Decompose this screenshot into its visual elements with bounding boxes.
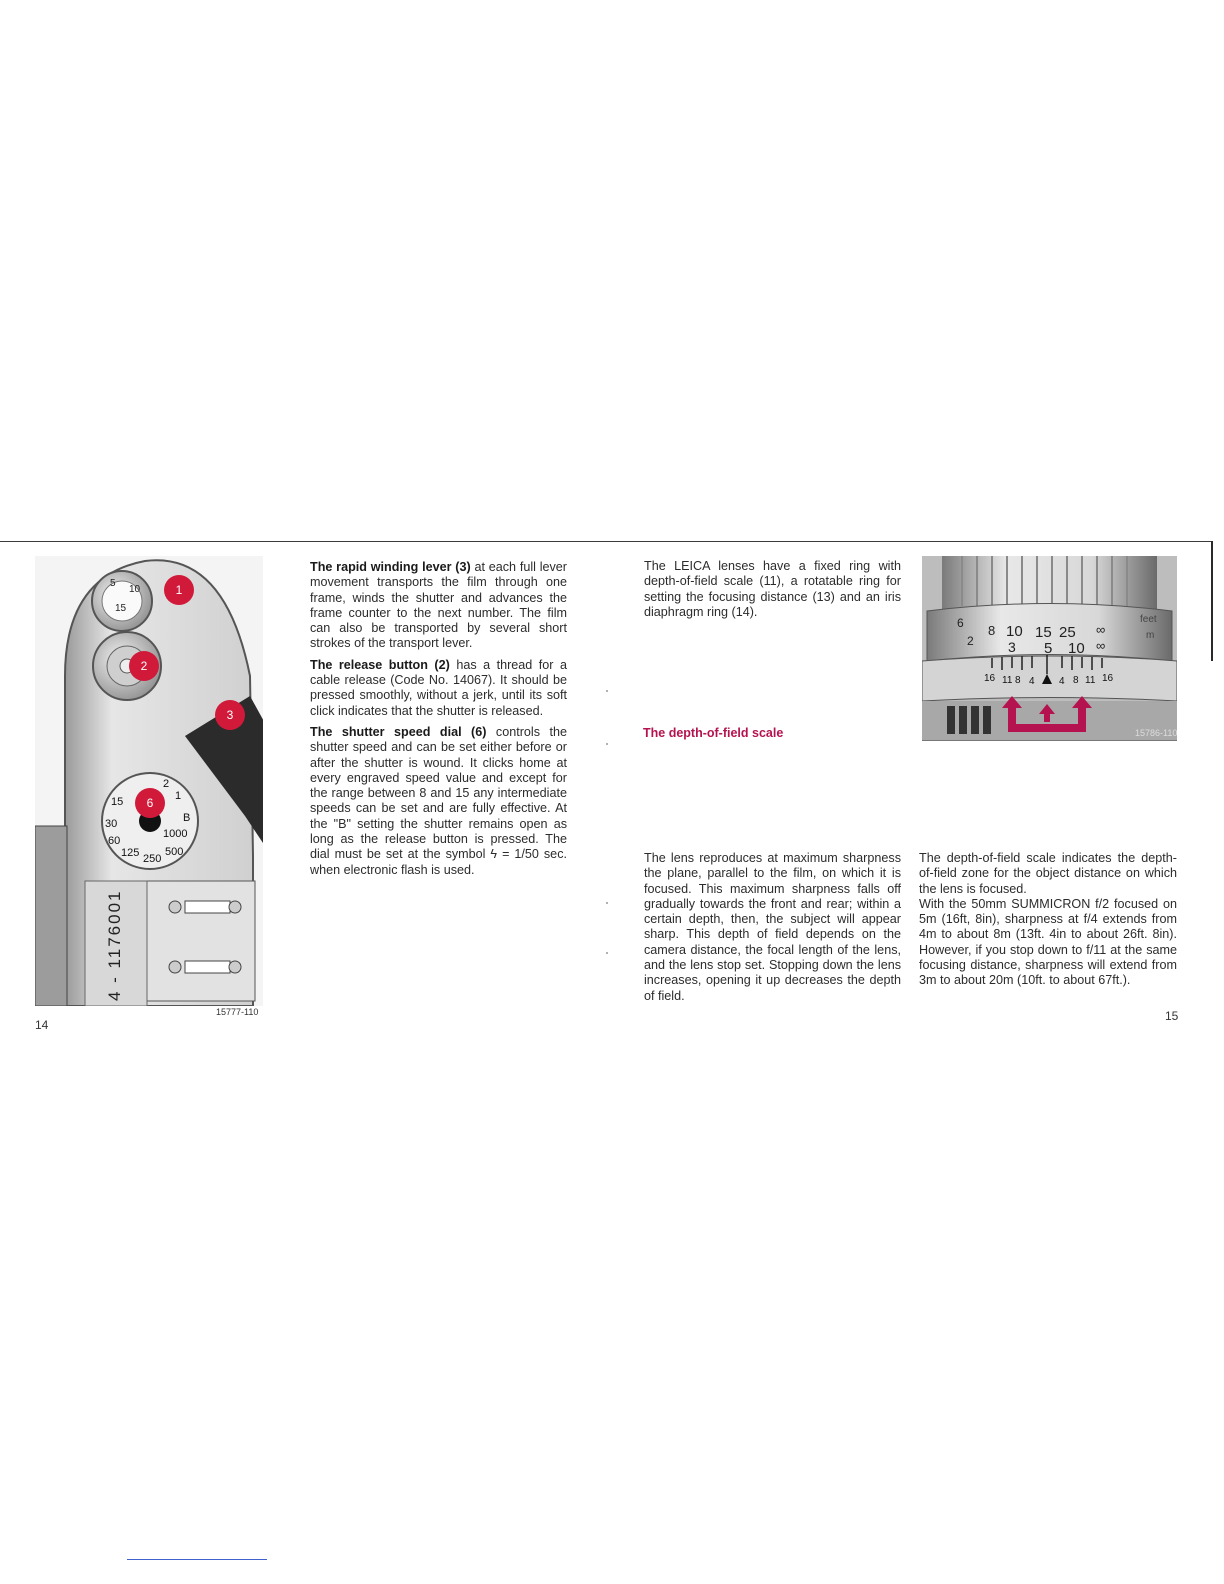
lens-meter-value: 10 [1068,640,1085,657]
left-text-column [310,560,567,884]
bottom-link-rule [127,1559,267,1560]
dof-value: 16 [984,673,996,684]
lens-meter-value: ∞ [1096,638,1106,653]
counter-label: 15 [115,603,127,614]
lens-feet-value: 6 [957,616,964,630]
lens-feet-value: 25 [1059,624,1076,641]
counter-label: 10 [129,584,141,595]
page-number-right: 15 [1165,1009,1179,1023]
lens-meter-value: 2 [967,634,974,648]
callout-badge: 3 [215,700,245,730]
right-column-1 [644,851,901,1010]
paragraph-lead: The release button (2) [310,657,450,672]
right-column-2 [919,851,1177,995]
lens-meter-value: 5 [1044,640,1053,657]
gutter-dot [606,952,608,954]
paragraph-lead: The rapid winding lever (3) [310,560,471,574]
gutter-dot [606,690,608,692]
page-number-left: 14 [35,1018,49,1032]
figure-code-right: 15786-110 [1135,728,1178,738]
dof-value: 4 [1059,676,1065,687]
paragraph-release-button [310,658,567,719]
lens-feet-value: 8 [988,623,996,638]
paragraph-lead: The shutter speed dial (6) [310,724,487,739]
page-edge-rule [1211,541,1213,661]
dial-label: 1 [175,790,182,802]
lens-feet-value: 15 [1035,624,1052,641]
dial-label: 60 [108,835,121,847]
paragraph-text: has a thread for a cable release (Code No. 14067). It should be pressed smoothly, without a jerk, until its soft click indicates that the shutter is released. [310,657,567,718]
dof-value: 11 [1002,675,1013,686]
lens-feet-value: ∞ [1096,622,1106,637]
dof-explanation: The lens reproduces at maximum sharpness the plane, parallel to the film, on which it is focused. This maximum sharpness falls off gradually towards the front and rear; within a certain depth, then, the subject will appear sharp. This depth of field depends on the camera distance, the focal length of the lens, and the lens stop set. Stopping down the lens increases, opening it up decreases the depth of field. [644,851,901,1003]
dial-label: 125 [121,847,140,859]
dof-value: 8 [1015,675,1021,686]
dof-value: 4 [1029,676,1035,687]
callout-badge: 6 [135,788,165,818]
callout-badge: 1 [164,575,194,605]
right-intro-text: The LEICA lenses have a fixed ring with depth-of-field scale (11), a rotatable ring for setting the focusing distance (13) and an iris diaphragm ring (14). [644,559,901,619]
dof-value: 8 [1073,675,1079,686]
figure-underline [922,740,1177,741]
gutter-dot [606,902,608,904]
paragraph-shutter-dial [310,725,567,878]
dial-label: 250 [143,853,162,865]
figure-code-left: 15777-110 [216,1007,259,1017]
callout-badge: 2 [129,651,159,681]
dof-value: 11 [1085,675,1096,686]
dof-value: 16 [1102,673,1114,684]
dial-label: 30 [105,818,118,830]
dial-label: B [183,812,191,824]
camera-top-figure [35,556,263,1006]
lens-m-label: m [1146,630,1155,641]
gutter-dot [606,743,608,745]
dial-label: 1000 [163,828,188,840]
page-top-rule [0,541,1213,542]
dof-scale-intro: The depth-of-field scale indicates the depth-of-field zone for the object distance on which the lens is focused. [919,851,1177,896]
lens-meter-value: 3 [1008,639,1016,655]
paragraph-text: at each full lever movement transports the film through one frame, winds the shutter and advances the frame counter to the next number. The film can also be transported by several short strokes of the transport lever. [310,560,567,651]
dial-label: 2 [163,778,170,790]
serial-number: 4 - 1176001 [105,889,124,1001]
dial-label: 15 [111,796,124,808]
section-heading: The depth-of-field scale [643,726,784,740]
lens-feet-value: 10 [1006,623,1023,640]
lens-figure [922,556,1177,740]
counter-label: 5 [110,578,116,589]
lens-feet-label: feet [1140,614,1157,625]
dial-label: 500 [165,846,184,858]
paragraph-text: controls the shutter speed and can be set either before or after the shutter is wound. It clicks home at every engraved speed value and except for the range between 8 and 15 any intermediate speeds can be set and are fully effective. At the "B" setting the shutter remains open as long as the release button is pressed. The dial must be set at the symbol ϟ = 1/50 sec. when electronic flash is used. [310,724,567,877]
dof-example: With the 50mm SUMMICRON f/2 focused on 5m (16ft, 8in), sharpness at f/4 extends from 4m to about 8m (13ft. 4in to about 26ft. 8in). However, if you stop down to f/11 at the same focusing distance, sharpness will extend from 3m to about 20m (10ft. to about 67ft.). [919,896,1177,988]
paragraph-winding-lever [310,560,567,652]
